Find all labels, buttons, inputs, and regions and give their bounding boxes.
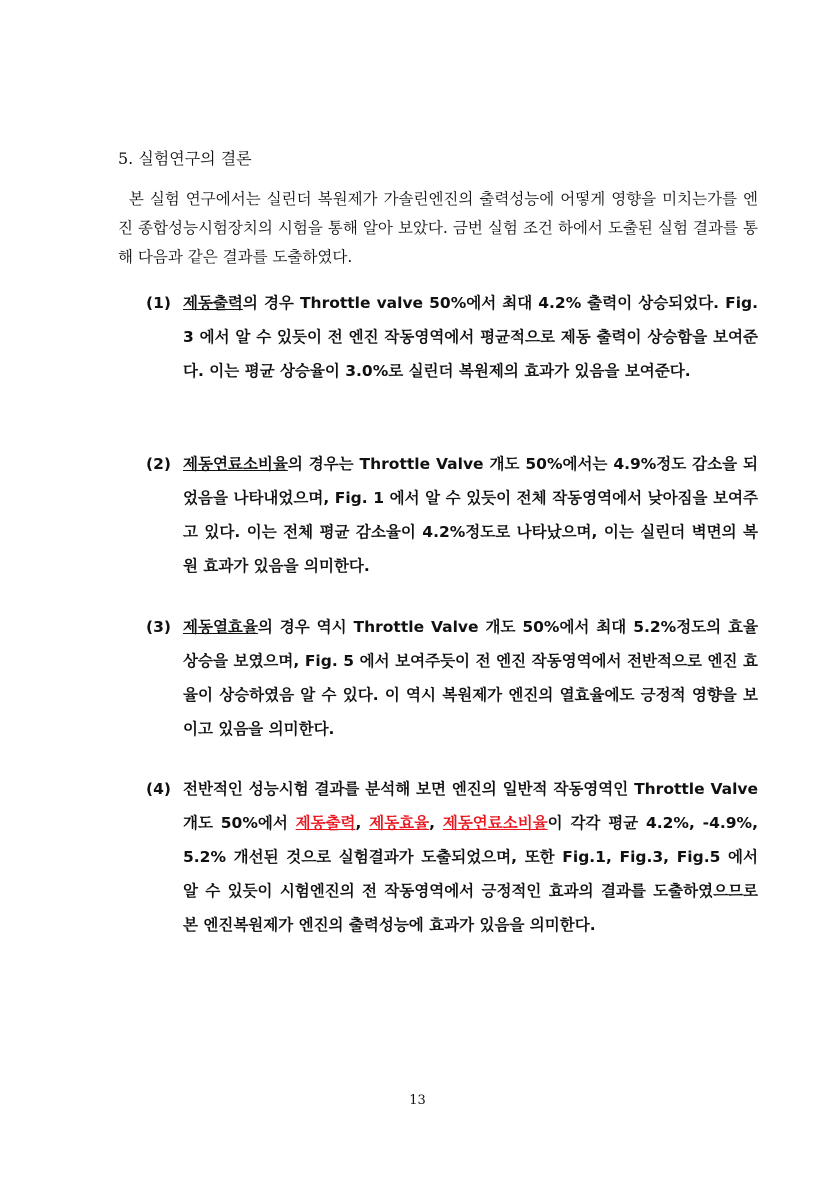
conclusion-item-1 [146,286,758,388]
item-body [183,772,758,942]
item-body [183,447,758,583]
conclusion-item-3 [146,610,758,746]
item-number: (3) [146,618,171,636]
item-segment: 전반적인 성능시험 결과를 분석해 보면 엔진의 일반적 작동영역인 Throttle Valve 개도 50%에서 [183,780,758,832]
conclusion-item-2 [146,447,758,583]
item-number: (2) [146,455,171,473]
item-body [183,286,758,388]
conclusion-item-4 [146,772,758,942]
item-segment: 이 각각 평균 4.2%, -4.9%, 5.2% 개선된 것으로 실험결과가 도출되었으며, 또한 Fig.1, Fig.3, Fig.5 에서 알 수 있듯이 시험엔진의 전 작동영역에서 긍정적인 효과의 결과를 도출하였으므로 본 엔진복원제가 엔진의 출력성능에 효과가 있음을 의미한다. [183,814,758,934]
item-segment: 제동열효율 [183,618,258,636]
item-segment: 제동효율 [369,814,430,832]
item-segment: 의 경우 Throttle valve 50%에서 최대 4.2% 출력이 상승되었다. Fig. 3 에서 알 수 있듯이 전 엔진 작동영역에서 평균적으로 제동 출력이 상승함을 보여준다. 이는 평균 상승율이 3.0%로 실린더 복원제의 효과가 있음을 보여준다. [183,294,758,380]
item-segment: 제동출력 [183,294,243,312]
item-segment: 제동연료소비율 [183,455,288,473]
item-segment: 제동연료소비율 [442,814,548,832]
item-segment: 의 경우 역시 Throttle Valve 개도 50%에서 최대 5.2%정도의 효율상승을 보였으며, Fig. 5 에서 보여주듯이 전 엔진 작동영역에서 전반적으로 엔진 효율이 상승하였음 알 수 있다. 이 역시 복원제가 엔진의 열효율에도 긍정적 영향을 보이고 있음을 의미한다. [183,618,758,738]
item-segment: 제동출력 [295,814,356,832]
item-segment: , [429,814,443,832]
item-body [183,610,758,746]
item-segment: , [355,814,370,832]
intro-paragraph: 본 실험 연구에서는 실린더 복원제가 가솔린엔진의 출력성능에 어떻게 영향을 미치는가를 엔진 종합성능시험장치의 시험을 통해 알아 보았다. 금번 실험 조건 하에서 도출된 실험 결과를 통해 다음과 같은 결과를 도출하였다. [118,190,758,266]
item-number: (4) [146,780,171,798]
section-title: 5. 실험연구의 결론 [118,149,252,168]
item-segment: 의 경우는 Throttle Valve 개도 50%에서는 4.9%정도 감소을 되었음을 나타내었으며, Fig. 1 에서 알 수 있듯이 전체 작동영역에서 낮아짐을 보여주고 있다. 이는 전체 평균 감소율이 4.2%정도로 나타났으며, 이는 실린더 벽면의 복원 효과가 있음을 의미한다. [183,455,758,575]
page-number: 13 [409,1093,426,1108]
item-number: (1) [146,294,171,312]
